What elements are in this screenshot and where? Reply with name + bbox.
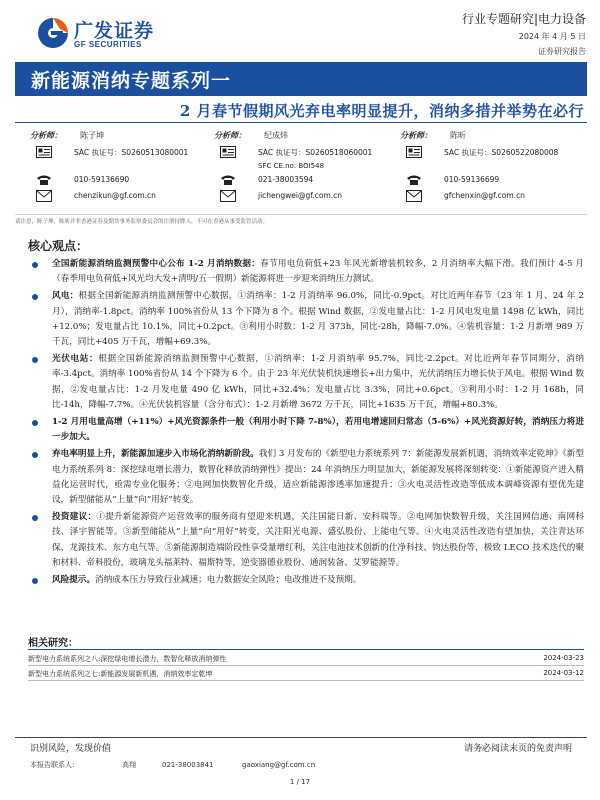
- key-point: [28, 510, 584, 571]
- analyst-disclaimer: 请注意，陈子坤，陈昕并非香港证券及期货事务监察委员会的注册持牌人，不可在香港从事受监管活动。: [15, 214, 587, 225]
- key-point: [28, 447, 584, 508]
- key-point: [28, 257, 584, 287]
- sac-number: S0260522080008: [491, 148, 559, 157]
- phone-icon: [36, 174, 52, 186]
- bullet-icon: [32, 357, 38, 363]
- series-title: 新能源消纳专题系列一: [31, 70, 232, 92]
- related-item[interactable]: [28, 652, 584, 666]
- footer-slogan: 识别风险，发现价值: [30, 744, 112, 754]
- analyst-role: 分析师：: [400, 130, 432, 140]
- key-point-text: 根据全国新能源消纳监测预警中心数据，①消纳率：1-2 月消纳率 96.0%，同比-0.9pct。对比近两年春节（23 年 1 月、24 年 2 月），消纳率-1.8pct。消纳率 100%省份从 13 个下降为 8 个。根据 Wind 数据，②发电量占比：1-2 月风电发电量 1498 亿 kWh，同比+12.0%；发电量占比 10.1%，同比+0.2pct。③利用小时数：1-2 月 373h，同比-28h，降幅-7.0%。④装机容量：1-2 月新增 989 万千瓦，同比+405 万千瓦，增幅+69.3%。: [52, 291, 584, 348]
- analyst-name: 陈昕: [450, 131, 466, 140]
- key-point-text: 消纳成本压力导致行业减速；电力数据安全风险；电改推进不及预期。: [94, 575, 362, 586]
- contact-email[interactable]: gaoxiang@gf.com.cn: [242, 761, 316, 769]
- sac-label: SAC 执证号：: [444, 148, 492, 157]
- key-point-lead: 风险提示。: [52, 575, 95, 586]
- key-point-text: 根据全国新能源消纳监测预警中心数据，①消纳率：1-2 月消纳率 95.7%，同比-2.2pct。对比近两年春节同期分，消纳率-3.4pct。消纳率 100%省份从 14 个下降为 6 个。由于 23 年光伏装机快速增长+出力集中，光伏消纳压力增长快于风电。根据 Wind 数据，②发电量占比：1-2 月发电量 490 亿 kWh，同比+32.4%；发电量占比 3.3%，同比+0.6pct。③利用小时：1-2 月 168h，同比-14h，降幅-7.7%。④光伏装机容量（含分布式）：1-2 月新增 3672 万千瓦，同比+1635 万千瓦，增幅+80.3%。: [52, 354, 584, 410]
- bullet-icon: [32, 578, 38, 584]
- analyst-email[interactable]: gfchenxin@gf.com.cn: [444, 191, 525, 200]
- report-date: 2024 年 4 月 5 日: [518, 32, 586, 41]
- sac-number: S0260518060001: [305, 148, 373, 157]
- analyst-card: [30, 130, 215, 204]
- bullet-icon: [32, 262, 38, 268]
- analyst-role: 分析师：: [30, 130, 62, 140]
- gf-logo-mark-icon: [36, 16, 70, 50]
- key-point-lead: 弃电率明显上升，新能源加速步入市场化消纳新阶段。: [52, 449, 259, 460]
- key-point-lead: 光伏电站：: [52, 354, 99, 365]
- main-title: 2 月春节假期风光弃电率明显提升，消纳多措并举势在必行: [179, 102, 584, 120]
- related-divider: [28, 649, 584, 650]
- analyst-card: [400, 130, 585, 204]
- sac-label: SAC 执证号：: [258, 148, 306, 157]
- report-org: 证券研究报告: [538, 47, 586, 56]
- header-meta: [462, 10, 586, 57]
- report-type: 行业专题研究|电力设备: [461, 12, 586, 26]
- key-point-lead: 投资建议：: [52, 512, 97, 523]
- analyst-phone: 010-59136690: [74, 175, 130, 184]
- related-item-date: 2024-03-12: [543, 669, 584, 677]
- key-point: [28, 415, 584, 445]
- contact-name: 高翔: [122, 761, 136, 769]
- key-points-list: [28, 257, 584, 590]
- related-item-title[interactable]: 新型电力系统系列之七:新能源发展新机遇，消纳效率定乾坤: [28, 670, 213, 678]
- sac-number: S0260513080001: [121, 148, 189, 157]
- analyst-name: 纪成炜: [264, 131, 288, 140]
- page-number: 1 / 17: [289, 778, 311, 786]
- analyst-role: 分析师：: [214, 130, 246, 140]
- related-item-date: 2024-03-23: [543, 654, 584, 662]
- key-point-lead: 全国新能源消纳监测预警中心公布 1-2 月消纳数据：: [52, 259, 261, 269]
- key-point-text: 我们 3 月发布的《新型电力系统系列 7：新能源发展新机遇，消纳效率定乾坤》《新型电力系统系列 8：深挖绿电增长潜力，数智化释放消纳弹性》提出：24 年消纳压力明显加大，新能源发展将深刻转变：①新能源资产进入精益化运营时代，亟需专业化服务；②电网加快数智化升级，适应新能源渗透率加速提升；③火电灵活性改造等低成本调峰资源有望优先建设，新型储能从“上量”向“用好”转变。: [52, 449, 584, 506]
- series-banner: [15, 62, 587, 96]
- key-point-text: 春节用电负荷低+23 年风光新增装机较多，2 月消纳率大幅下滑。我们预计 4-5 月（春季用电负荷低+风光均大发+清明/五一假期）新能源将进一步迎来消纳压力测试。: [52, 259, 585, 285]
- logo-text-en: GF SECURITIES: [74, 40, 142, 49]
- key-point: [28, 573, 584, 588]
- related-item-title[interactable]: 新型电力系统系列之八:深挖绿电增长潜力，数智化释放消纳弹性: [28, 655, 227, 663]
- phone-icon: [406, 174, 422, 186]
- analyst-name: 陈子坤: [80, 131, 104, 140]
- related-item[interactable]: [28, 667, 584, 681]
- email-icon: [220, 190, 236, 202]
- analyst-email[interactable]: chenzikun@gf.com.cn: [74, 191, 156, 200]
- id-card-icon: [36, 146, 52, 158]
- related-research-title: 相关研究：: [28, 638, 78, 649]
- report-header: [0, 0, 600, 62]
- report-contact: [30, 760, 315, 770]
- bullet-icon: [32, 515, 38, 521]
- title-divider: [15, 122, 587, 123]
- footer-disclaimer-note: 请务必阅读末页的免责声明: [463, 744, 572, 754]
- footer-divider: [15, 737, 587, 738]
- key-point-lead: 1-2 月用电量高增（+11%）+风光资源条件一般（利用小时下降 7-8%），若用电增速回归常态（5-6%）+风光资源好转，消纳压力将进一步加大。: [52, 417, 584, 443]
- logo-text-cn: 广发证券: [74, 20, 155, 42]
- id-card-icon: [406, 146, 422, 158]
- key-point-text: ①提升新能源资产运营效率的服务商有望迎来机遇，关注国能日新、安科瑞等。②电网加快数智升级，关注国网信通、南网科技、泽宇智能等。③新型储能从“上量”向“用好”转变，关注阳光电源、盛弘股份、上能电气等。④火电灵活性改造有望加快，关注青达环保、龙源技术、东方电气等。⑤新能源制造端阶段性享受量增红利，关注电池技术创新的仕净科技、钧达股份等，极致 LECO 技术迭代的聚和材料、帝科股份，玻璃龙头福莱特、福斯特等，逆变器德业股份、通润装备、艾罗能源等。: [52, 512, 584, 568]
- analyst-phone: 021-38003594: [258, 175, 314, 184]
- key-point: [28, 352, 584, 413]
- gf-logo: [36, 16, 161, 52]
- key-point: [28, 289, 584, 350]
- analyst-phone: 010-59136699: [444, 175, 500, 184]
- key-points-title: 核心观点：: [28, 239, 89, 253]
- email-icon: [406, 190, 422, 202]
- analyst-card: [214, 130, 399, 204]
- bullet-icon: [32, 420, 38, 426]
- key-point-lead: 风电：: [52, 291, 79, 302]
- id-card-icon: [220, 146, 236, 158]
- email-icon: [36, 190, 52, 202]
- sfc-number: SFC CE.no: BOI548: [258, 162, 325, 170]
- analyst-email[interactable]: jichengwei@gf.com.cn: [258, 191, 343, 200]
- bullet-icon: [32, 452, 38, 458]
- sac-label: SAC 执证号：: [74, 148, 122, 157]
- contact-phone: 021-38003841: [162, 761, 214, 769]
- contact-label: 本报告联系人：: [30, 761, 79, 769]
- bullet-icon: [32, 294, 38, 300]
- phone-icon: [220, 174, 236, 186]
